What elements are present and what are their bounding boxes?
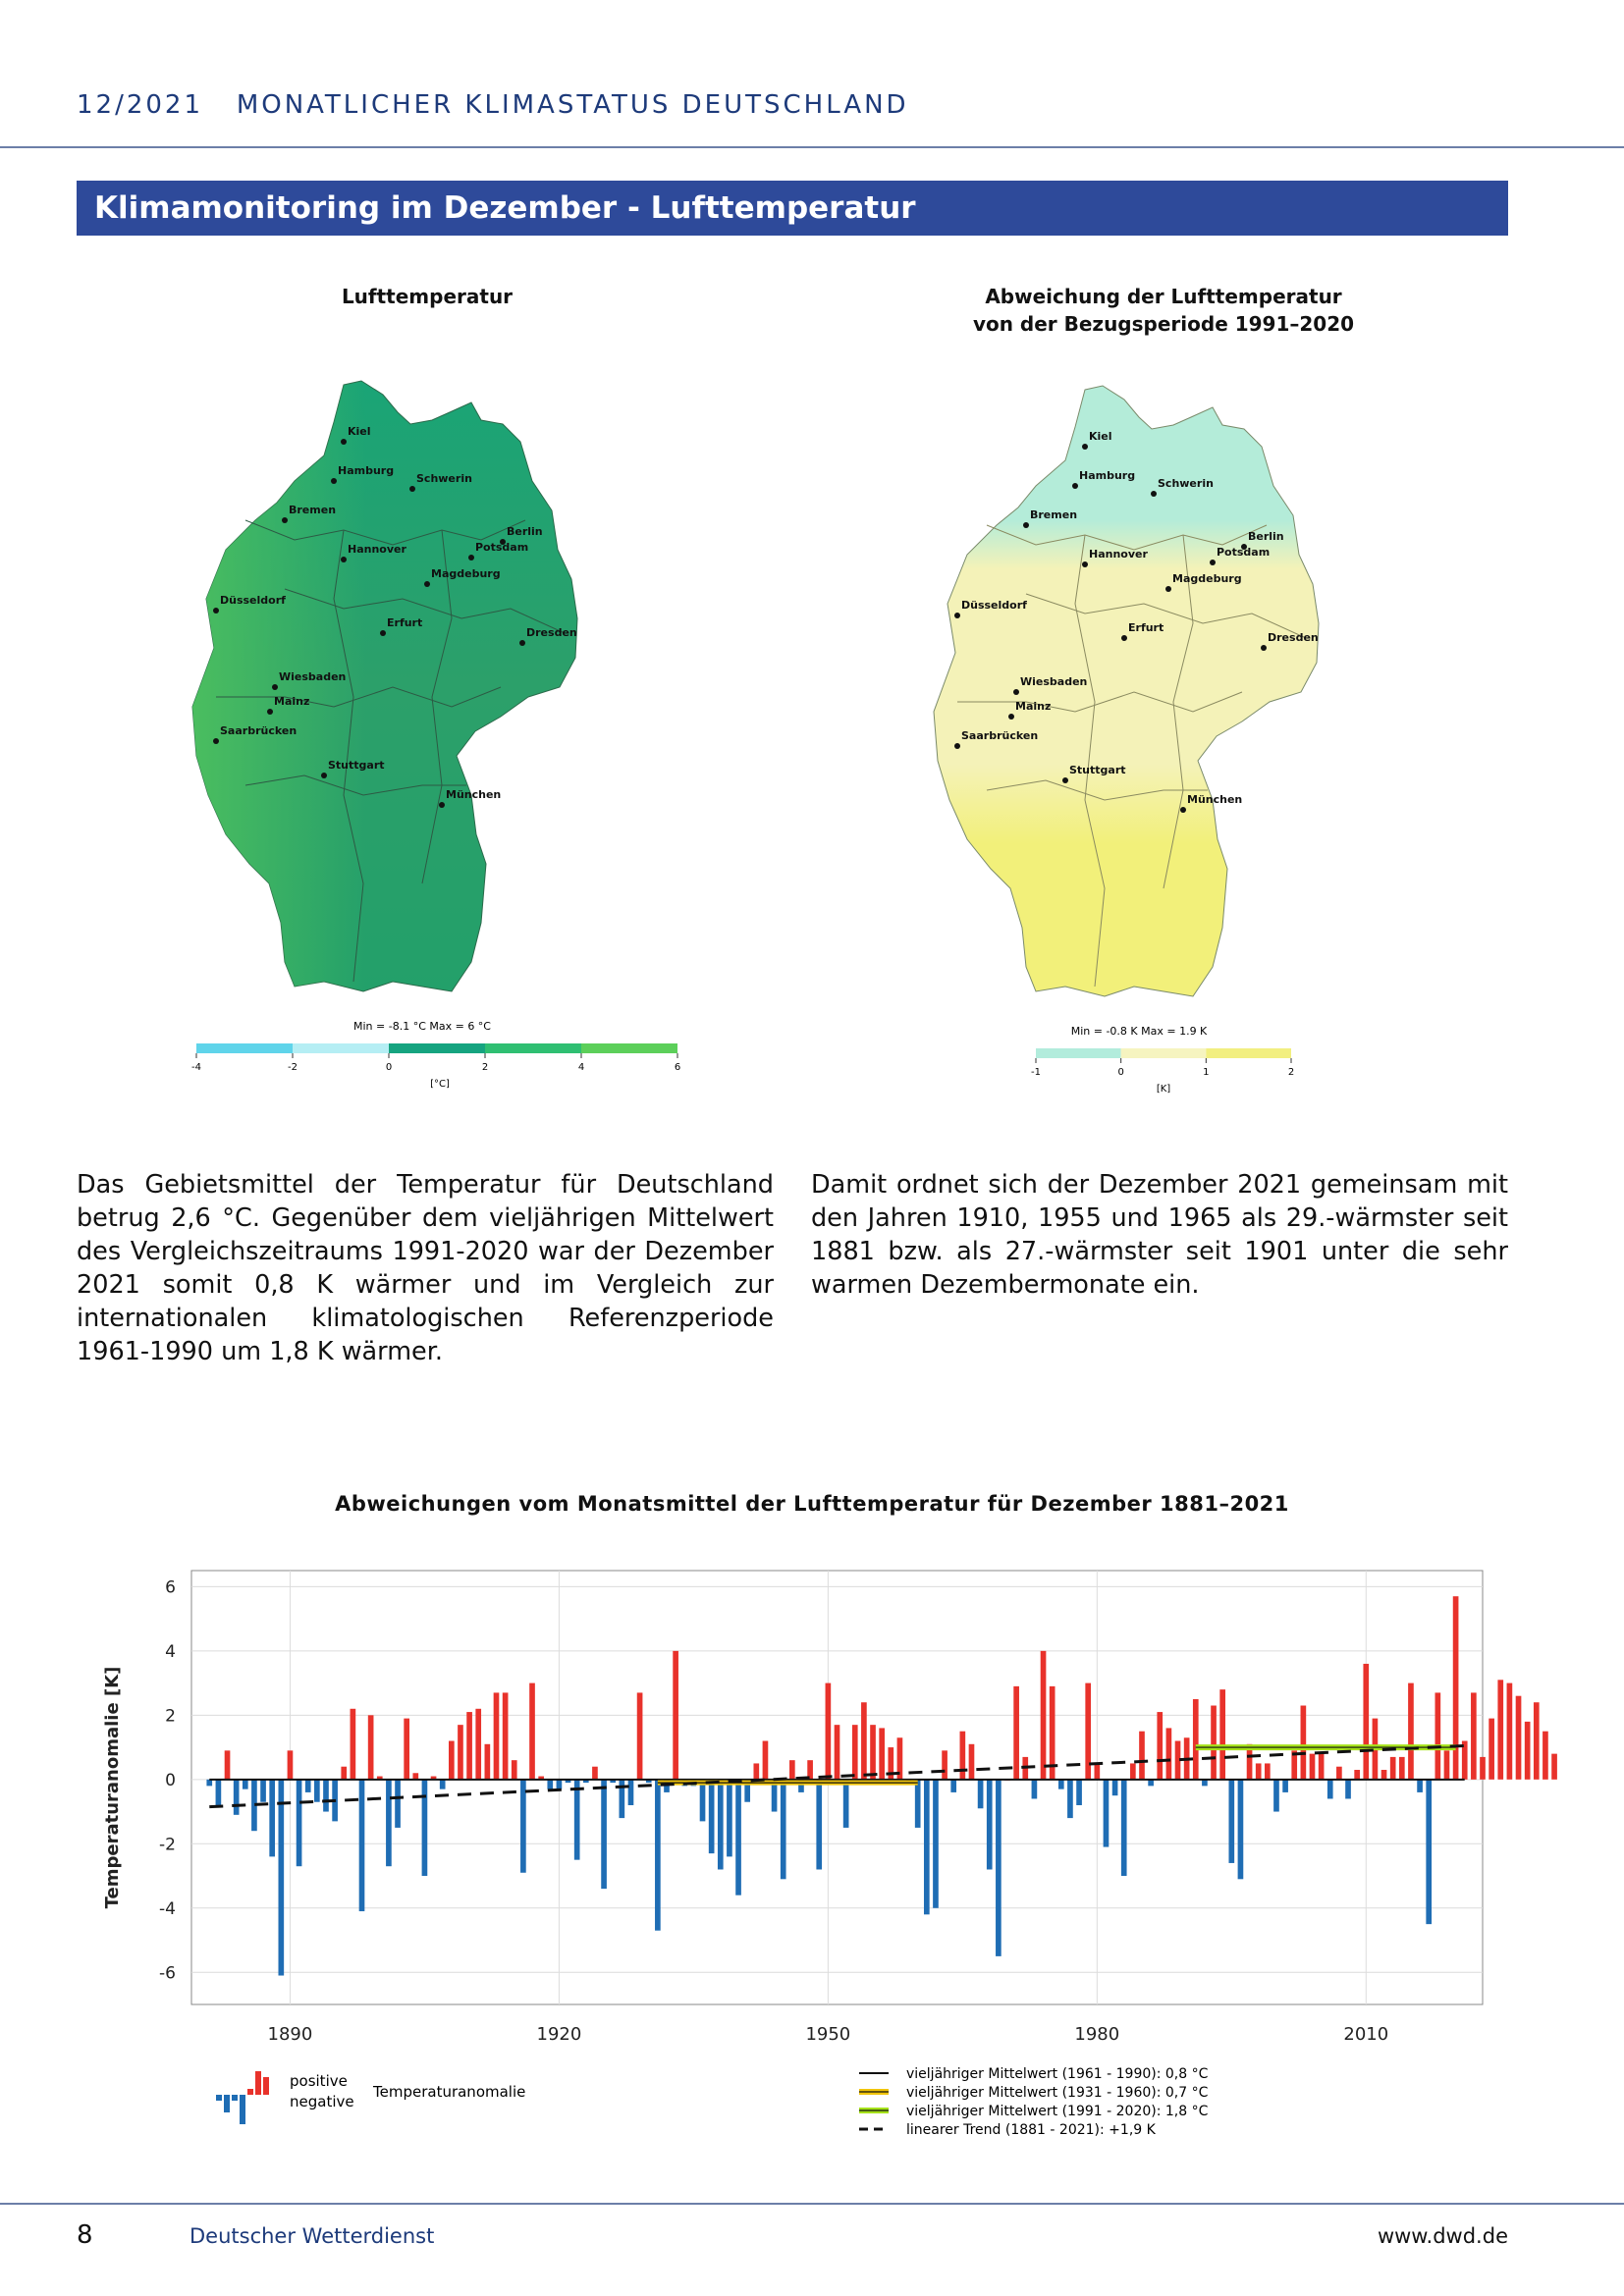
- legend-positive: positive: [290, 2072, 348, 2090]
- city-dot: [331, 478, 337, 484]
- legend-swatch-bar: [247, 2089, 253, 2095]
- map-left-unit: [°C]: [430, 1079, 450, 1090]
- anomaly-bar: [942, 1750, 947, 1779]
- anomaly-bar: [323, 1780, 329, 1812]
- anomaly-bar: [735, 1780, 741, 1896]
- anomaly-bar: [1551, 1754, 1557, 1780]
- city-dot: [1261, 645, 1267, 651]
- anomaly-bar: [1076, 1780, 1082, 1805]
- anomaly-bar: [718, 1780, 724, 1870]
- map-left-minmax: Min = -8.1 °C Max = 6 °C: [353, 1020, 491, 1033]
- running-header: [77, 90, 909, 120]
- anomaly-bar: [386, 1780, 392, 1866]
- city-label: Stuttgart: [1069, 764, 1126, 776]
- city-dot: [272, 684, 278, 690]
- city-label: Dresden: [1268, 631, 1319, 644]
- city-dot: [341, 439, 347, 445]
- anomaly-bar: [950, 1780, 956, 1792]
- city-label: Mainz: [274, 695, 310, 708]
- anomaly-bar: [547, 1780, 553, 1789]
- scale-tick-label: 0: [1117, 1067, 1124, 1078]
- anomaly-bar: [1453, 1596, 1459, 1780]
- city-dot: [1013, 689, 1019, 695]
- anomaly-bar: [1094, 1763, 1100, 1779]
- section-banner: [77, 181, 1508, 236]
- anomaly-bar: [826, 1683, 832, 1780]
- scale-tick-label: 6: [674, 1062, 681, 1073]
- publisher-name: Deutscher Wetterdienst: [189, 2224, 435, 2248]
- anomaly-bar: [288, 1750, 294, 1779]
- chart-title: Abweichungen vom Monatsmittel der Lufttemperatur für Dezember 1881–2021: [335, 1492, 1289, 1516]
- anomaly-bar: [1041, 1651, 1047, 1780]
- map-right-title-line2: von der Bezugsperiode 1991–2020: [972, 312, 1355, 336]
- scale-segment: [485, 1043, 581, 1053]
- anomaly-bar: [1480, 1757, 1486, 1780]
- city-dot: [267, 709, 273, 715]
- anomaly-bar: [1390, 1757, 1396, 1780]
- anomaly-bar: [278, 1780, 284, 1976]
- anomaly-bar: [574, 1780, 580, 1860]
- city-dot: [1121, 635, 1127, 641]
- anomaly-bar: [1228, 1780, 1234, 1863]
- y-tick-label: -2: [159, 1835, 176, 1855]
- city-dot: [409, 486, 415, 492]
- anomaly-bar: [1112, 1780, 1118, 1795]
- y-tick-label: 6: [165, 1577, 176, 1598]
- anomaly-bar: [727, 1780, 732, 1857]
- legend-reference-item: [859, 2122, 1157, 2138]
- city-dot: [1180, 807, 1186, 813]
- anomaly-bar: [835, 1725, 840, 1780]
- y-tick-label: -4: [159, 1898, 176, 1919]
- anomaly-bar: [1256, 1763, 1262, 1779]
- anomaly-bar: [1319, 1754, 1325, 1780]
- anomaly-bar: [996, 1780, 1001, 1956]
- section-title: Klimamonitoring im Dezember - Lufttemperatur: [94, 190, 916, 226]
- y-tick-label: 2: [165, 1706, 176, 1727]
- anomaly-bar: [1058, 1780, 1064, 1789]
- anomaly-bar: [1211, 1706, 1217, 1780]
- anomaly-bar: [466, 1712, 472, 1780]
- scale-tick-label: -4: [191, 1062, 201, 1073]
- y-tick-label: 0: [165, 1770, 176, 1790]
- anomaly-bar: [494, 1692, 500, 1779]
- anomaly-bar: [1408, 1683, 1414, 1780]
- scale-segment: [389, 1043, 485, 1053]
- city-dot: [341, 557, 347, 562]
- city-label: Saarbrücken: [961, 729, 1039, 742]
- scale-ticks: [1031, 1058, 1294, 1078]
- legend-reference-item: [859, 2104, 1209, 2119]
- anomaly-bar: [861, 1702, 867, 1780]
- city-dot: [282, 517, 288, 523]
- anomaly-bar: [601, 1780, 607, 1889]
- x-tick-label: 1920: [536, 2024, 582, 2045]
- city-dot: [213, 608, 219, 614]
- scale-segment: [1121, 1048, 1207, 1058]
- city-label: Stuttgart: [328, 759, 385, 772]
- paragraph-right: Damit ordnet sich der Dezember 2021 gemeinsam mit den Jahren 1910, 1955 und 1965 als 29.-wärmster seit 1881 bzw. als 27.-wärmster seit 1901 unter die sehr warmen Dezembermonate ein.: [811, 1170, 1508, 1300]
- city-label: Wiesbaden: [1020, 675, 1088, 688]
- city-label: München: [446, 788, 502, 801]
- anomaly-bar: [1193, 1699, 1199, 1780]
- anomaly-bar: [1265, 1763, 1271, 1779]
- anomaly-bar: [520, 1780, 526, 1873]
- city-dot: [1082, 444, 1088, 450]
- scale-tick-label: 0: [385, 1062, 393, 1073]
- city-dot: [1072, 483, 1078, 489]
- city-label: Wiesbaden: [279, 670, 347, 683]
- city-dot: [1062, 777, 1068, 783]
- map-right-minmax: Min = -0.8 K Max = 1.9 K: [1070, 1025, 1208, 1038]
- city-label: Hamburg: [1079, 469, 1136, 482]
- anomaly-bar: [404, 1719, 409, 1780]
- anomaly-bar: [243, 1780, 248, 1789]
- anomaly-bar: [960, 1732, 966, 1780]
- city-label: Berlin: [1248, 530, 1284, 543]
- scale-segment: [293, 1043, 389, 1053]
- city-label: Erfurt: [1128, 621, 1164, 634]
- city-label: Saarbrücken: [220, 724, 298, 737]
- anomaly-bar: [933, 1780, 939, 1908]
- legend-reference-label: vieljähriger Mittelwert (1931 - 1960): 0,7 °C: [906, 2085, 1209, 2101]
- city-dot: [1151, 491, 1157, 497]
- anomaly-bar: [1130, 1763, 1136, 1779]
- city-dot: [954, 743, 960, 749]
- city-dot: [519, 640, 525, 646]
- legend-negative: negative: [290, 2093, 354, 2110]
- anomaly-bar: [1157, 1712, 1163, 1780]
- city-label: Potsdam: [475, 541, 529, 554]
- city-dot: [424, 581, 430, 587]
- anomaly-bar: [1471, 1692, 1477, 1779]
- anomaly-bar: [592, 1767, 598, 1780]
- legend-swatch-bar: [255, 2071, 261, 2095]
- anomaly-bar: [485, 1744, 491, 1780]
- city-dot: [439, 802, 445, 808]
- anomaly-bar: [655, 1780, 661, 1931]
- anomaly-bar: [1417, 1780, 1423, 1792]
- anomaly-bar: [879, 1728, 885, 1779]
- anomaly-bar: [969, 1744, 975, 1780]
- temperature-map: [187, 373, 697, 1080]
- anomaly-bar: [1282, 1780, 1288, 1792]
- anomaly-bar: [395, 1780, 401, 1828]
- anomaly-bar: [216, 1780, 222, 1805]
- temperature-legend: [191, 1016, 687, 1095]
- scale-tick-label: 2: [1287, 1067, 1295, 1078]
- anomaly-bar: [1497, 1680, 1503, 1779]
- anomaly-bar: [816, 1780, 822, 1870]
- anomaly-bar: [1219, 1689, 1225, 1780]
- anomaly-bar: [987, 1780, 993, 1870]
- x-tick-label: 1980: [1074, 2024, 1120, 2045]
- scale-tick-label: -2: [288, 1062, 298, 1073]
- anomaly-bar: [1435, 1692, 1441, 1779]
- x-tick-label: 2010: [1343, 2024, 1389, 2045]
- city-label: Schwerin: [1158, 477, 1214, 490]
- city-label: Kiel: [348, 425, 371, 438]
- city-label: Düsseldorf: [961, 599, 1027, 612]
- anomaly-bar: [852, 1725, 858, 1780]
- city-label: Hannover: [348, 543, 406, 556]
- city-label: Bremen: [289, 504, 337, 516]
- anomaly-bar: [297, 1780, 302, 1866]
- scale-segment: [196, 1043, 293, 1053]
- legend-reference-item: [859, 2066, 1209, 2082]
- city-label: Schwerin: [416, 472, 472, 485]
- map-right-title: [918, 283, 1409, 338]
- city-dot: [1082, 561, 1088, 567]
- publication-title: MONATLICHER KLIMASTATUS DEUTSCHLAND: [236, 90, 909, 120]
- anomaly-bar: [475, 1709, 481, 1780]
- city-dot: [954, 613, 960, 618]
- plot-area: [191, 1571, 1483, 2004]
- anomaly-bar: [1327, 1780, 1333, 1799]
- city-label: Mainz: [1015, 700, 1052, 713]
- anomaly-bar: [1139, 1732, 1145, 1780]
- map-left-title-text: Lufttemperatur: [341, 285, 514, 308]
- color-scale: [196, 1043, 677, 1053]
- anomaly-bar: [368, 1715, 374, 1779]
- paragraph-left: Das Gebietsmittel der Temperatur für Deutschland betrug 2,6 °C. Gegenüber dem vieljährigen Mittelwert des Vergleichszeitraums 1991-2020 war der Dezember 2021 somit 0,8 K wärmer und im Vergleich zur internationalen klimatologischen Referenzperiode 1961-1990 um 1,8 K wärmer.: [77, 1170, 774, 1366]
- anomaly-bar: [1507, 1683, 1513, 1780]
- x-tick-label: 1890: [267, 2024, 313, 2045]
- anomaly-bar: [1067, 1780, 1073, 1818]
- anomaly-bar: [269, 1780, 275, 1857]
- anomaly-bar: [1273, 1780, 1279, 1812]
- anomaly-bar: [341, 1767, 347, 1780]
- anomaly-bar: [503, 1692, 509, 1779]
- city-label: Berlin: [507, 525, 543, 538]
- scale-segment: [1036, 1048, 1121, 1058]
- legend-swatch-bar: [232, 2095, 238, 2101]
- anomaly-bar: [1336, 1767, 1342, 1780]
- legend-reference-item: [859, 2085, 1209, 2101]
- legend-reference-label: vieljähriger Mittelwert (1961 - 1990): 0,8 °C: [906, 2066, 1209, 2082]
- anomaly-bar: [1032, 1780, 1038, 1799]
- anomaly-bar: [763, 1741, 769, 1780]
- anomaly-bar: [753, 1763, 759, 1779]
- anomaly-bar: [628, 1780, 634, 1805]
- anomaly-bar: [1104, 1780, 1110, 1847]
- city-dot: [380, 630, 386, 636]
- legend-swatch-bar: [263, 2077, 269, 2095]
- anomaly-bar: [1516, 1696, 1522, 1780]
- city-label: Hamburg: [338, 464, 395, 477]
- anomaly-bar: [359, 1780, 365, 1911]
- anomaly-bar: [1399, 1757, 1405, 1780]
- city-label: Hannover: [1089, 548, 1148, 561]
- anomaly-bar: [351, 1709, 356, 1780]
- anomaly-bar: [422, 1780, 428, 1876]
- city-label: München: [1187, 793, 1243, 806]
- city-dot: [213, 738, 219, 744]
- anomaly-legend: [1021, 1021, 1316, 1099]
- scale-ticks: [191, 1053, 680, 1073]
- anomaly-bar: [1525, 1722, 1531, 1780]
- header-divider: [0, 146, 1624, 148]
- anomaly-bar: [1444, 1750, 1450, 1779]
- anomaly-bar: [225, 1750, 231, 1779]
- anomaly-bar: [1534, 1702, 1540, 1780]
- legend-reference-label: linearer Trend (1881 - 2021): +1,9 K: [906, 2122, 1156, 2138]
- anomaly-bar: [458, 1725, 463, 1780]
- anomaly-bar: [512, 1760, 517, 1780]
- legend-reference-label: vieljähriger Mittelwert (1991 - 2020): 1,8 °C: [906, 2104, 1209, 2119]
- y-axis-label: Temperaturanomalie [K]: [102, 1666, 123, 1909]
- anomaly-bar: [1013, 1686, 1019, 1780]
- anomaly-bar: [673, 1651, 678, 1780]
- anomaly-bar: [1363, 1664, 1369, 1780]
- legend-swatch-bar: [216, 2095, 222, 2101]
- anomaly-bar: [314, 1780, 320, 1802]
- anomaly-bar: [915, 1780, 921, 1828]
- city-dot: [468, 555, 474, 561]
- city-label: Kiel: [1089, 430, 1112, 443]
- anomaly-bar: [440, 1780, 446, 1789]
- anomaly-bar: [529, 1683, 535, 1780]
- website-link[interactable]: www.dwd.de: [1377, 2224, 1508, 2248]
- legend-anomaly: [216, 2071, 525, 2124]
- anomaly-bar: [1345, 1780, 1351, 1799]
- anomaly-bar: [1121, 1780, 1127, 1876]
- scale-tick-label: -1: [1031, 1067, 1041, 1078]
- anomaly-bar: [1301, 1706, 1307, 1780]
- legend-anomaly-label: Temperaturanomalie: [373, 2083, 526, 2101]
- legend-swatch-bar: [240, 2095, 245, 2124]
- city-dot: [1008, 714, 1014, 720]
- anomaly-bar: [305, 1780, 311, 1792]
- anomaly-bar: [637, 1692, 643, 1779]
- city-label: Erfurt: [387, 616, 423, 629]
- x-tick-label: 1950: [805, 2024, 851, 2045]
- city-label: Bremen: [1030, 508, 1078, 521]
- anomaly-map: [928, 378, 1438, 1085]
- anomaly-bar: [789, 1760, 795, 1780]
- city-label: Potsdam: [1217, 546, 1271, 559]
- anomaly-bar: [1238, 1780, 1244, 1879]
- scale-tick-label: 4: [577, 1062, 585, 1073]
- anomaly-bar: [449, 1741, 455, 1780]
- scale-tick-label: 1: [1203, 1067, 1210, 1078]
- anomaly-bar: [1426, 1780, 1432, 1924]
- y-tick-label: -6: [159, 1963, 176, 1984]
- anomaly-bar: [1354, 1770, 1360, 1780]
- issue-number: 12/2021: [77, 90, 204, 120]
- anomaly-bar: [1381, 1770, 1387, 1780]
- map-right-unit: [K]: [1156, 1084, 1171, 1095]
- anomaly-bar: [978, 1780, 984, 1808]
- city-label: Magdeburg: [1172, 572, 1242, 585]
- anomaly-bar: [234, 1780, 240, 1815]
- anomaly-bar: [1489, 1719, 1494, 1780]
- color-scale: [1036, 1048, 1291, 1058]
- anomaly-bar-chart: [88, 1551, 1512, 2140]
- legend-swatch-bar: [224, 2095, 230, 2112]
- scale-segment: [581, 1043, 677, 1053]
- city-label: Dresden: [526, 626, 577, 639]
- anomaly-bar: [1166, 1728, 1172, 1779]
- city-label: Magdeburg: [431, 567, 501, 580]
- anomaly-bar: [781, 1780, 786, 1879]
- anomaly-bar: [870, 1725, 876, 1780]
- city-label: Düsseldorf: [220, 594, 286, 607]
- city-dot: [321, 773, 327, 778]
- footer-divider: [0, 2203, 1624, 2205]
- city-dot: [1165, 586, 1171, 592]
- anomaly-bar: [709, 1780, 715, 1853]
- map-left-title: [231, 283, 623, 310]
- anomaly-bar: [700, 1780, 706, 1822]
- anomaly-bar: [843, 1780, 849, 1828]
- anomaly-bar: [924, 1780, 930, 1915]
- anomaly-bar: [557, 1780, 563, 1789]
- anomaly-bar: [1543, 1732, 1548, 1780]
- anomaly-bar: [1310, 1754, 1316, 1780]
- page-number: 8: [77, 2220, 93, 2250]
- city-dot: [1210, 560, 1216, 565]
- y-tick-label: 4: [165, 1641, 176, 1662]
- anomaly-bar: [260, 1780, 266, 1802]
- scale-tick-label: 2: [481, 1062, 489, 1073]
- city-dot: [1023, 522, 1029, 528]
- scale-segment: [1206, 1048, 1291, 1058]
- map-right-title-line1: Abweichung der Lufttemperatur: [985, 285, 1342, 308]
